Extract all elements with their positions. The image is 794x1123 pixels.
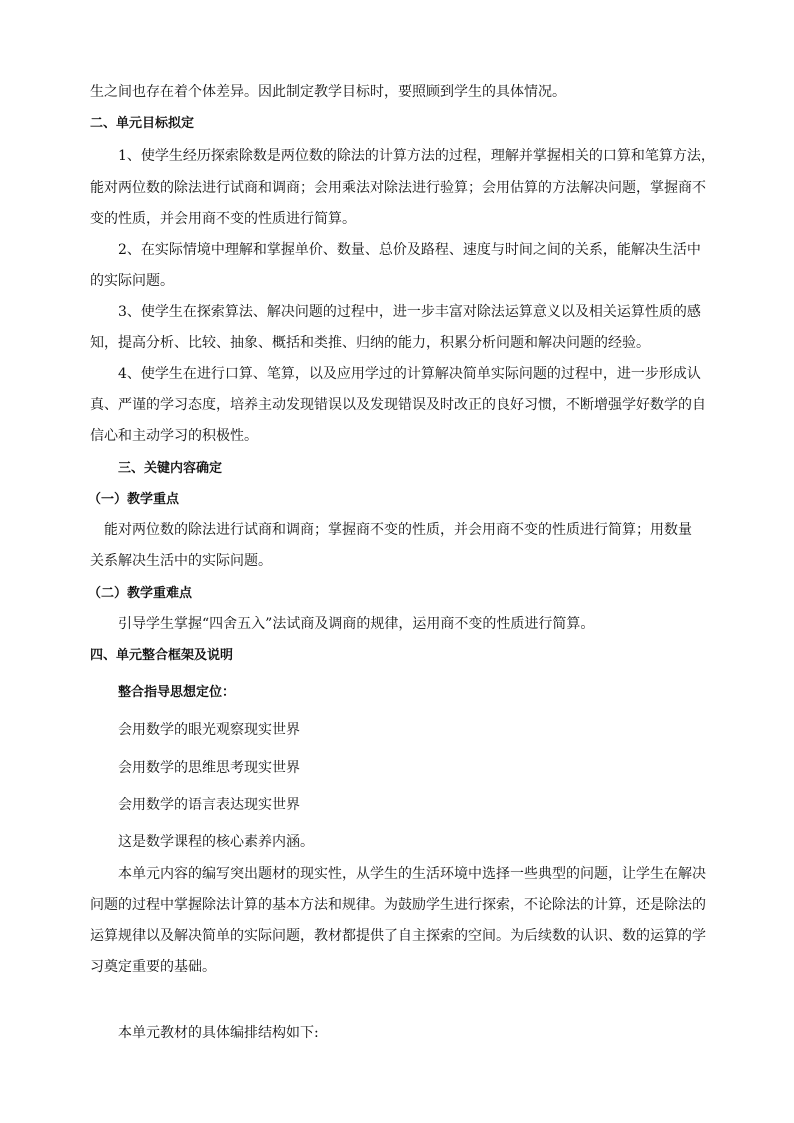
section-4-heading: 四、单元整合框架及说明: [90, 648, 234, 663]
guide-item-express: 会用数学的语言表达现实世界: [118, 797, 300, 813]
guide-item-think: 会用数学的思维思考现实世界: [118, 760, 300, 776]
section-2-heading: 二、单元目标拟定: [90, 116, 195, 131]
guide-summary: 这是数学课程的核心素养内涵。: [118, 834, 314, 850]
goal-4-line-1: 4、使学生在进行口算、笔算，以及应用学过的计算解决简单实际问题的过程中，进一步形成认: [118, 366, 701, 382]
guide-item-observe: 会用数学的眼光观察现实世界: [118, 722, 300, 738]
section-3-heading: 三、关键内容确定: [118, 461, 223, 476]
key-points-line-1: 能对两位数的除法进行试商和调商；掌握商不变的性质，并会用商不变的性质进行简算；用数量: [104, 522, 692, 538]
goal-4-line-2: 真、严谨的学习态度，培养主动发现错误以及发现错误及时改正的良好习惯，不断增强学好数学的自: [90, 397, 706, 413]
goal-1-line-2: 能对两位数的除法进行试商和调商；会用乘法对除法进行验算；会用估算的方法解决问题，掌握商不: [90, 180, 706, 196]
goal-4-line-3: 信心和主动学习的积极性。: [90, 428, 258, 444]
goal-1-line-3: 变的性质，并会用商不变的性质进行简算。: [90, 211, 356, 227]
unit-para-line-1: 本单元内容的编写突出题材的现实性，从学生的生活环境中选择一些典型的问题，让学生在解决: [118, 866, 706, 882]
goal-3-line-1: 3、使学生在探索算法、解决问题的过程中，进一步丰富对除法运算意义以及相关运算性质的感: [118, 304, 701, 320]
unit-para-line-2: 问题的过程中掌握除法计算的基本方法和规律。为鼓励学生进行探索，不论除法的计算，还是除法的: [90, 897, 706, 913]
guide-heading: 整合指导思想定位：: [118, 685, 236, 700]
unit-para-line-4: 习奠定重要的基础。: [90, 959, 216, 975]
goal-2-line-2: 的实际问题。: [90, 273, 174, 289]
goal-2-line-1: 2、在实际情境中理解和掌握单价、数量、总价及路程、速度与时间之间的关系，能解决生活中: [118, 242, 701, 258]
key-points-line-2: 关系解决生活中的实际问题。: [90, 553, 272, 569]
goal-1-line-1: 1、使学生经历探索除数是两位数的除法的计算方法的过程，理解并掌握相关的口算和笔算方法，: [118, 148, 715, 164]
goal-3-line-2: 知，提高分析、比较、抽象、概括和类推、归纳的能力，积累分析问题和解决问题的经验。: [90, 335, 650, 351]
key-points-heading: （一）教学重点: [88, 492, 180, 507]
structure-intro: 本单元教材的具体编排结构如下:: [118, 1025, 319, 1041]
intro-tail: 生之间也存在着个体差异。因此制定教学目标时，要照顾到学生的具体情况。: [90, 84, 566, 100]
unit-para-line-3: 运算规律以及解决简单的实际问题，教材都提供了自主探索的空间。为后续数的认识、数的运算的学: [90, 928, 706, 944]
difficult-points-line-1: 引导学生掌握“四舍五入”法试商及调商的规律，运用商不变的性质进行简算。: [118, 616, 595, 632]
difficult-points-heading: （二）教学重难点: [88, 586, 193, 601]
